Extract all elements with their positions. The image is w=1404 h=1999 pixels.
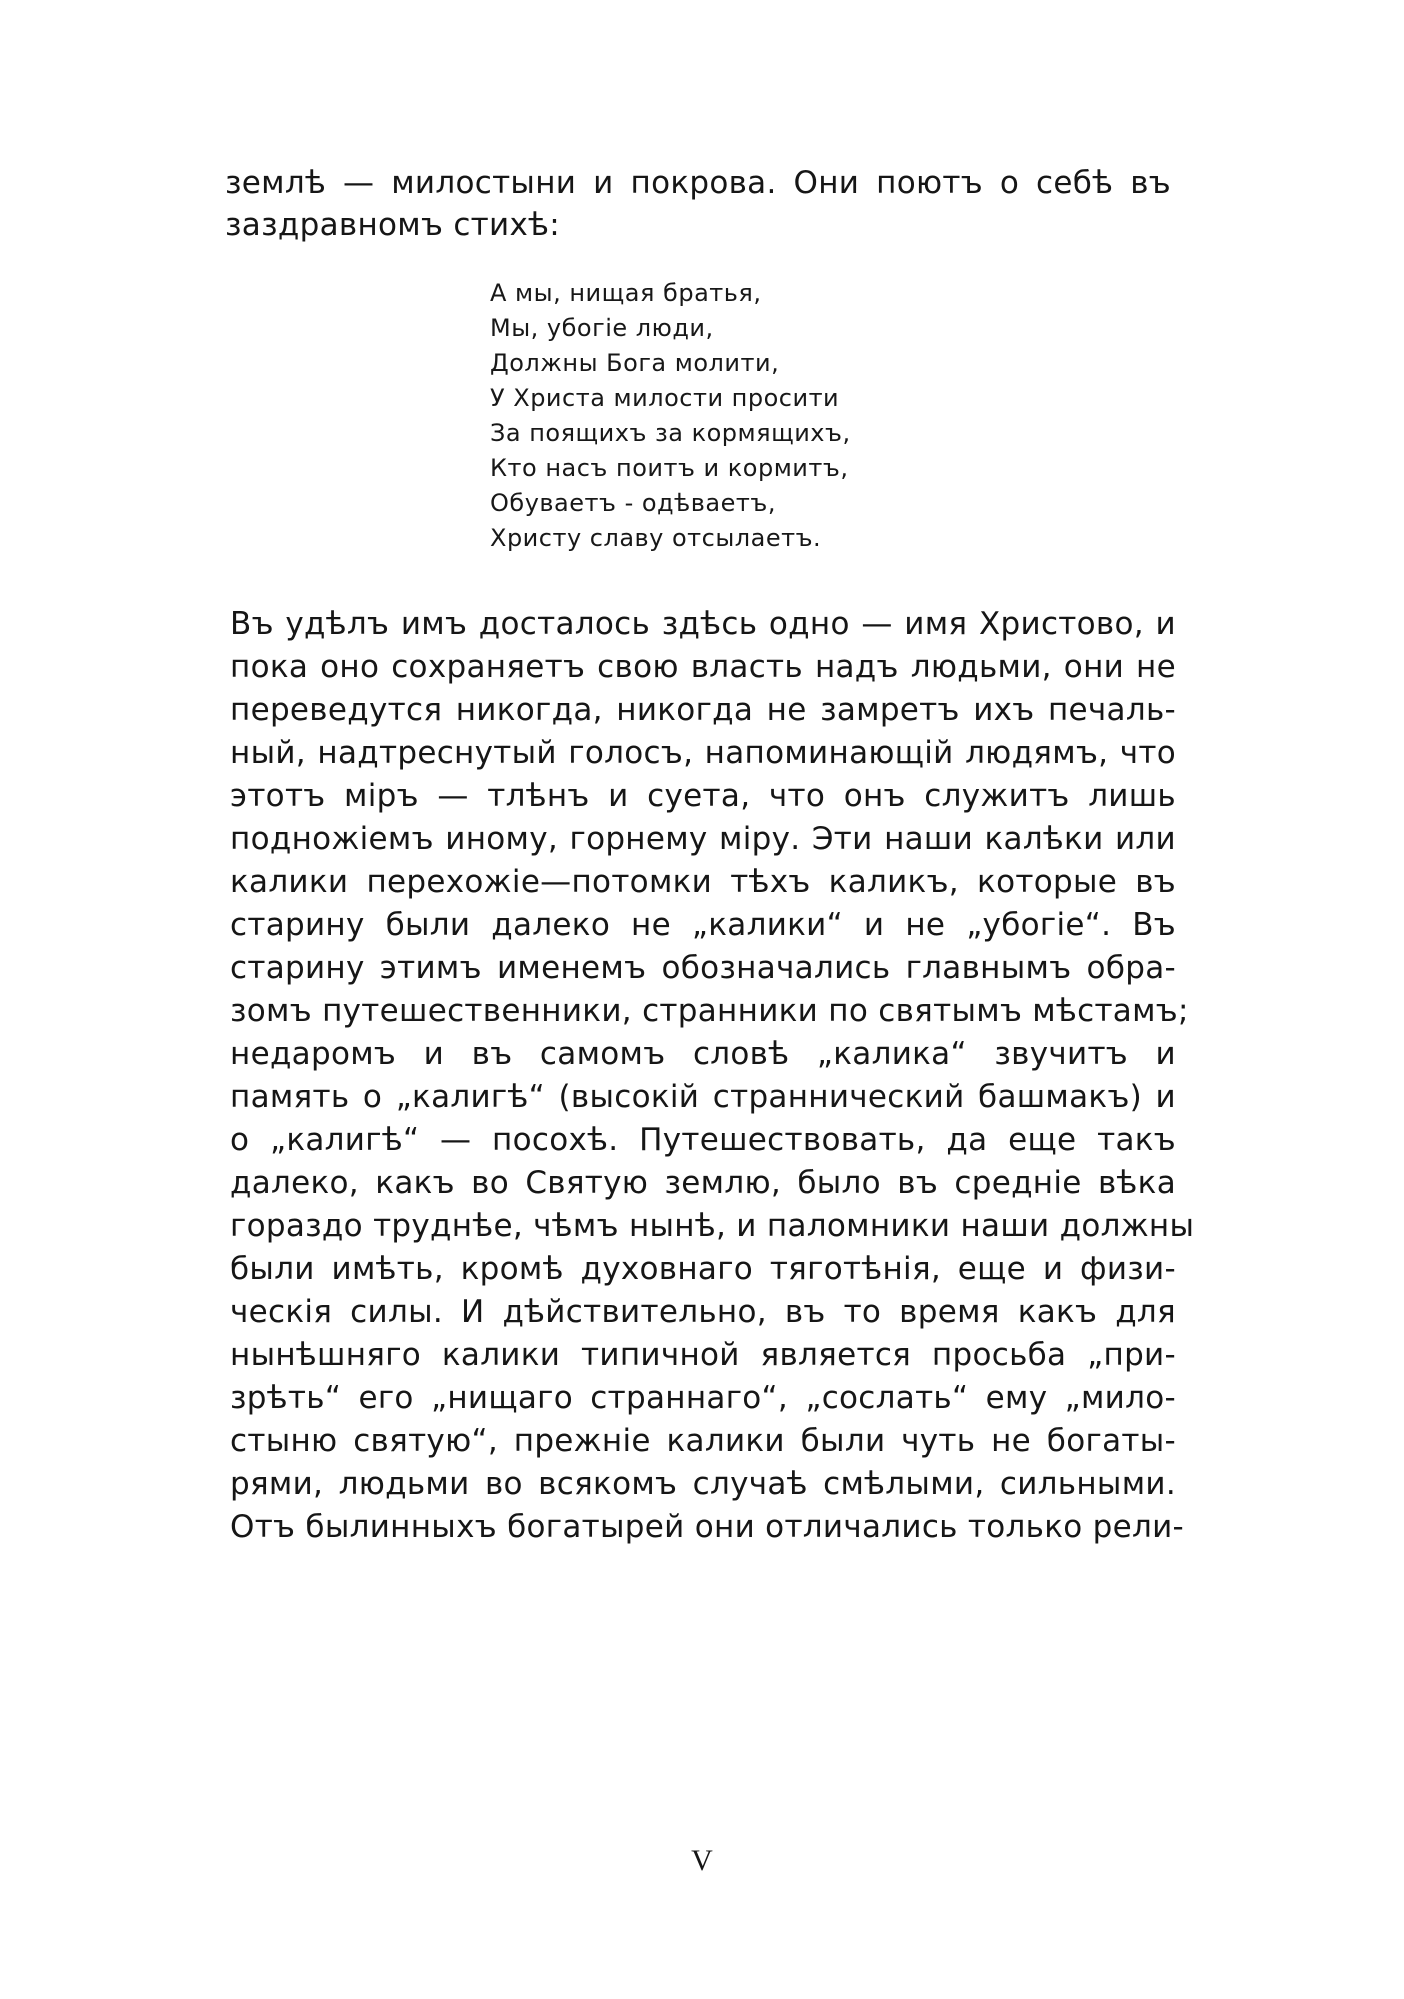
verse-line: Кто насъ поитъ и кормитъ, bbox=[490, 454, 849, 482]
body-line: Въ удѣлъ имъ досталось здѣсь одно — имя Христово, и bbox=[230, 606, 1176, 642]
body-line: недаромъ и въ самомъ словѣ „калика“ звучитъ и bbox=[230, 1036, 1176, 1072]
body-line: старину были далеко не „калики“ и не „убогіе“. Въ bbox=[230, 907, 1176, 943]
body-line: старину этимъ именемъ обозначались главнымъ обра- bbox=[230, 950, 1176, 986]
body-line: калики перехожіе—потомки тѣхъ каликъ, которые въ bbox=[230, 864, 1176, 900]
body-line: стыню святую“, прежніе калики были чуть не богаты- bbox=[230, 1423, 1176, 1459]
page-number: V bbox=[691, 1844, 713, 1877]
body-line: о „калигѣ“ — посохѣ. Путешествовать, да еще такъ bbox=[230, 1122, 1176, 1158]
intro-line-1: землѣ — милостыни и покрова. Они поютъ о себѣ въ bbox=[225, 165, 1171, 201]
verse-line: За поящихъ за кормящихъ, bbox=[490, 419, 851, 447]
body-line: пока оно сохраняетъ свою власть надъ людьми, они не bbox=[230, 649, 1176, 685]
body-line: этотъ міръ — тлѣнъ и суета, что онъ служитъ лишь bbox=[230, 778, 1176, 814]
body-line: память о „калигѣ“ (высокій страннический башмакъ) и bbox=[230, 1079, 1176, 1115]
body-line: Отъ былинныхъ богатырей они отличались только рели- bbox=[230, 1509, 1185, 1545]
body-line: ный, надтреснутый голосъ, напоминающій людямъ, что bbox=[230, 735, 1176, 771]
verse-line: А мы, нищая братья, bbox=[490, 279, 762, 307]
body-line: подножіемъ иному, горнему міру. Эти наши калѣки или bbox=[230, 821, 1176, 857]
intro-line-2: заздравномъ стихѣ: bbox=[225, 207, 560, 243]
body-line: рями, людьми во всякомъ случаѣ смѣлыми, сильными. bbox=[230, 1466, 1176, 1502]
body-line: гораздо труднѣе, чѣмъ нынѣ, и паломники наши должны bbox=[230, 1208, 1195, 1244]
verse-line: У Христа милости просити bbox=[490, 384, 840, 412]
body-line: нынѣшняго калики типичной является просьба „при- bbox=[230, 1337, 1176, 1373]
body-line: зрѣть“ его „нищаго страннаго“, „сослать“ ему „мило- bbox=[230, 1380, 1176, 1416]
verse-line: Мы, убогіе люди, bbox=[490, 314, 714, 342]
verse-line: Должны Бога молити, bbox=[490, 349, 780, 377]
body-line: переведутся никогда, никогда не замретъ ихъ печаль- bbox=[230, 692, 1176, 728]
body-line: зомъ путешественники, странники по святымъ мѣстамъ; bbox=[230, 993, 1189, 1029]
body-line: были имѣть, кромѣ духовнаго тяготѣнія, еще и физи- bbox=[230, 1251, 1176, 1287]
verse-line: Обуваетъ - одѣваетъ, bbox=[490, 489, 776, 517]
body-line: ческія силы. И дѣйствительно, въ то время какъ для bbox=[230, 1294, 1176, 1330]
verse-line: Христу славу отсылаетъ. bbox=[490, 524, 822, 552]
body-line: далеко, какъ во Святую землю, было въ средніе вѣка bbox=[230, 1165, 1176, 1201]
